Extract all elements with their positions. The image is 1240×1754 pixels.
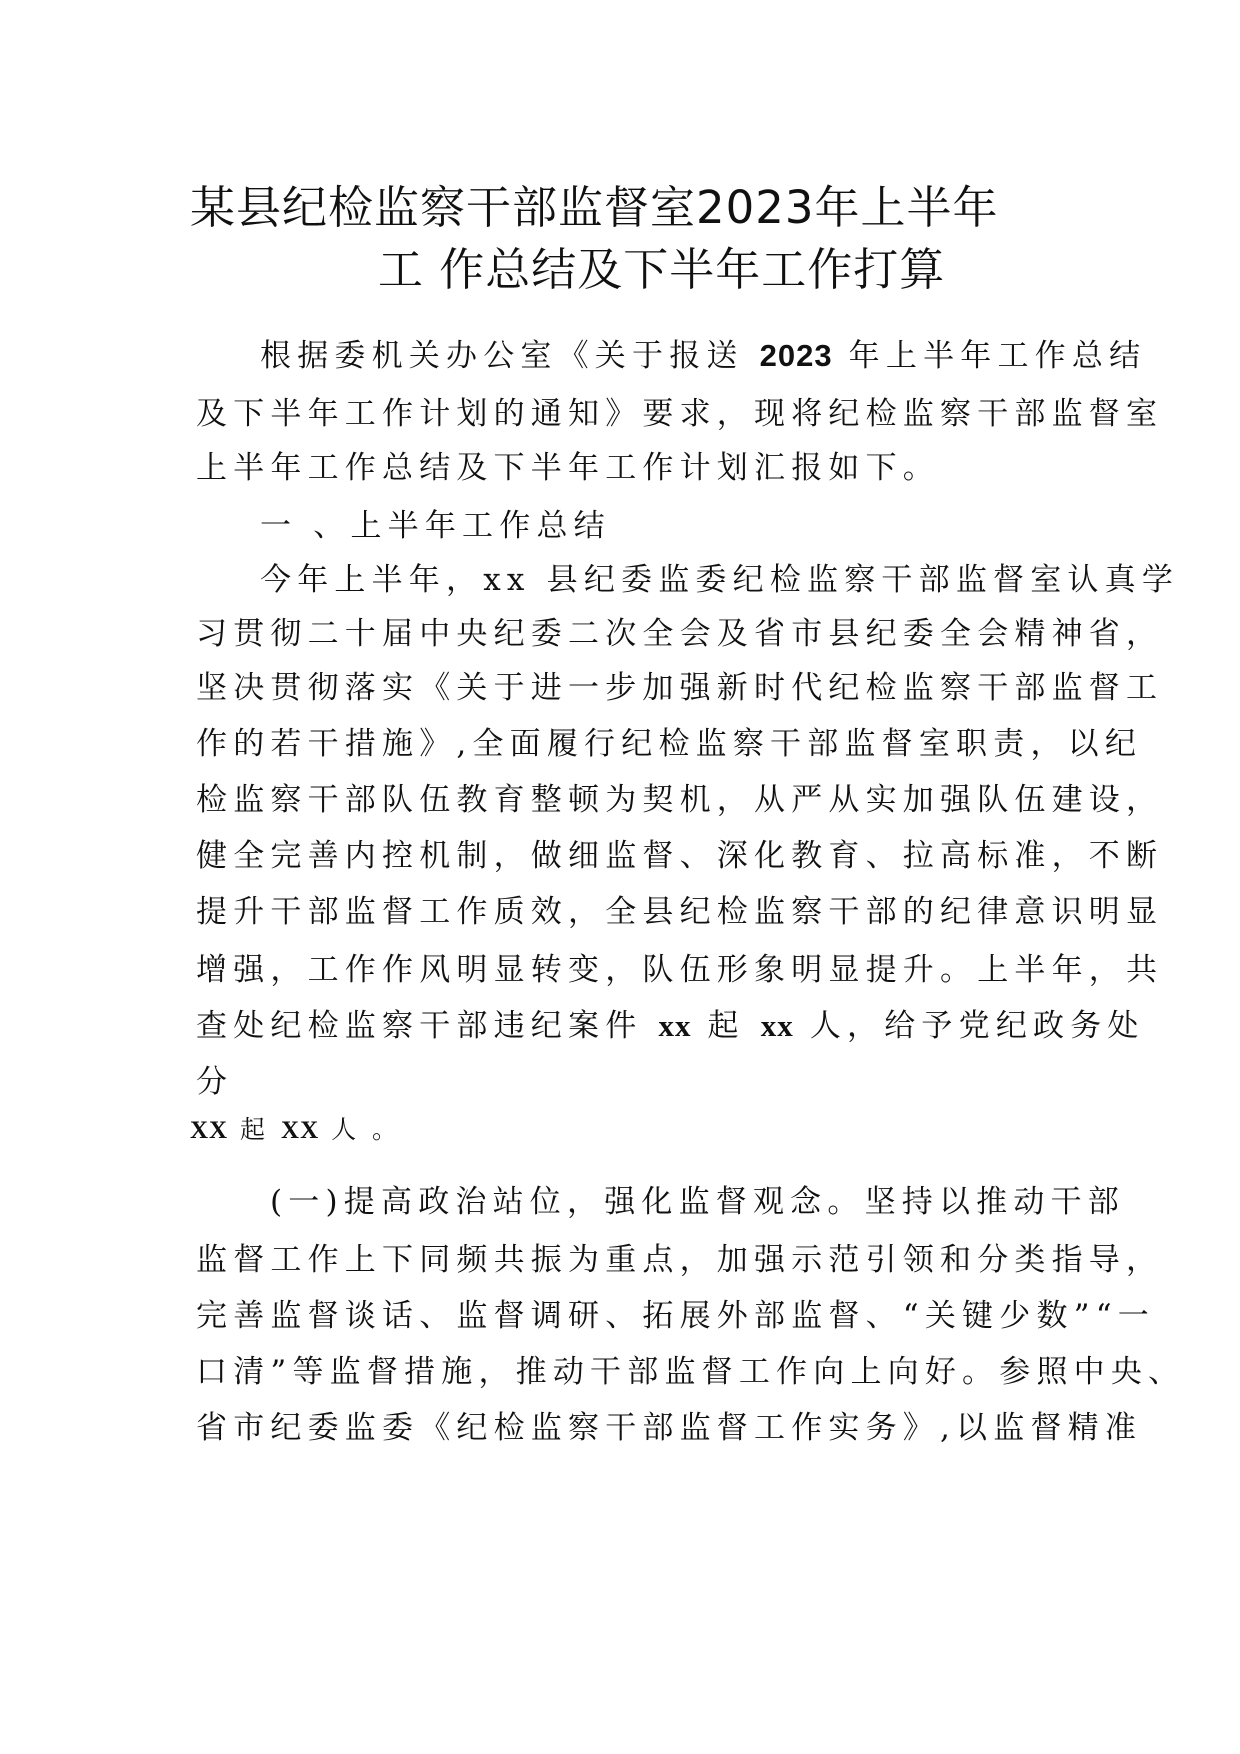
document-title-line1: 某县纪检监察干部监督室2023年上半年 <box>190 181 999 234</box>
summary-line-11: XX 起 XX 人 。 <box>190 1115 402 1144</box>
intro-line-2: 及下半年工作计划的通知》要求，现将纪检监察干部监督室 <box>196 396 1164 432</box>
summary-line-9: 查处纪检监察干部违纪案件 xx 起 xx 人，给予党纪政务处 <box>196 1008 1145 1044</box>
summary-line-6: 健全完善内控机制，做细监督、深化教育、拉高标准，不断 <box>196 838 1164 874</box>
summary-line-7: 提升干部监督工作质效，全县纪检监察干部的纪律意识明显 <box>196 894 1164 930</box>
summary-line-3: 坚决贯彻落实《关于进一步加强新时代纪检监察干部监督工 <box>196 670 1164 706</box>
item1-line-1: (一)提高政治站位，强化监督观念。坚持以推动干部 <box>270 1184 1125 1220</box>
item1-line-5: 省市纪委监委《纪检监察干部监督工作实务》,以监督精准 <box>196 1410 1143 1446</box>
item1-line-2: 监督工作上下同频共振为重点，加强示范引领和分类指导， <box>196 1242 1164 1278</box>
summary-line-1: 今年上半年，xx 县纪委监委纪检监察干部监督室认真学 <box>260 562 1180 598</box>
intro-line-3: 上半年工作总结及下半年工作计划汇报如下。 <box>196 450 940 486</box>
item1-line-4: 口清”等监督措施，推动干部监督工作向上向好。参照中央、 <box>196 1354 1186 1390</box>
document-title-line2: 工 作总结及下半年工作打算 <box>378 243 946 296</box>
item1-line-3: 完善监督谈话、监督调研、拓展外部监督、“关键少数”“一 <box>196 1298 1155 1334</box>
summary-line-8: 增强，工作作风明显转变，队伍形象明显提升。上半年，共 <box>196 952 1164 988</box>
intro-line-1: 根据委机关办公室《关于报送 2023 年上半年工作总结 <box>260 338 1147 374</box>
summary-line-5: 检监察干部队伍教育整顿为契机，从严从实加强队伍建设， <box>196 782 1164 818</box>
section-heading: 一 、上半年工作总结 <box>260 508 611 544</box>
summary-line-2: 习贯彻二十届中央纪委二次全会及省市县纪委全会精神省， <box>196 616 1164 652</box>
summary-line-4: 作的若干措施》,全面履行纪检监察干部监督室职责，以纪 <box>196 726 1143 762</box>
summary-line-10: 分 <box>196 1064 234 1100</box>
